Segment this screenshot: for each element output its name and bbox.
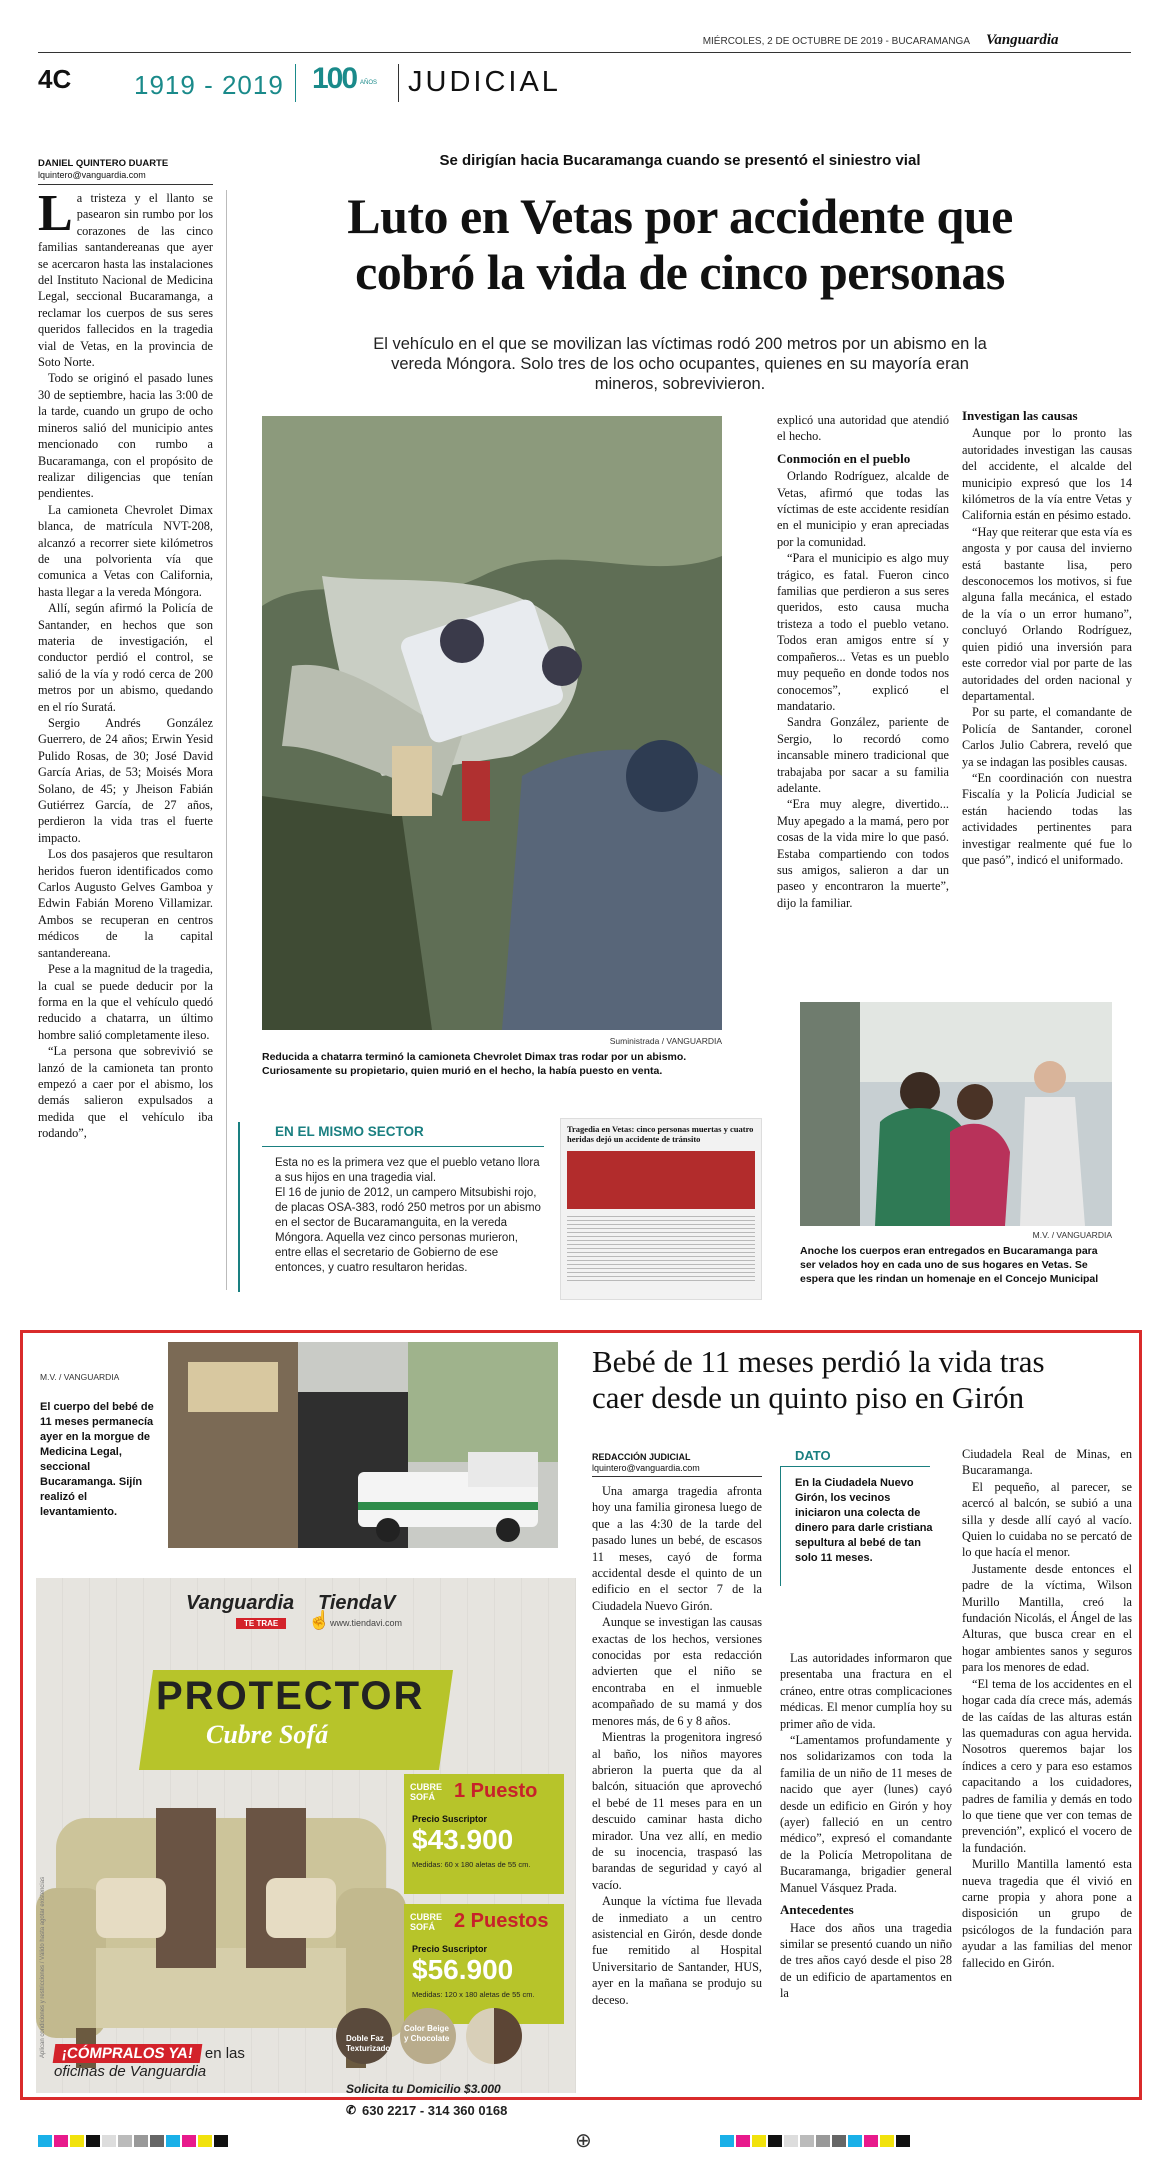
paragraph: Las autoridades informaron que presentaba una fractura en el cráneo, entre otras complicaciones médicas. El menor cumplía hoy su primer año de vida. xyxy=(780,1651,952,1731)
second-headline: Bebé de 11 meses perdió la vida tras caer desde un quinto piso en Girón xyxy=(592,1344,1045,1415)
paragraph: “La persona que sobrevivió se lanzó de la camioneta tan pronto empezó a caer por el abismo, los demás salieron expulsados a medida que el vehículo iba rodando”, xyxy=(38,1044,213,1141)
offer-2-tag: CUBRE SOFÁ xyxy=(410,1912,443,1932)
offer-2-price: $56.900 xyxy=(412,1954,514,1985)
offer-1-tag: CUBRE SOFÁ xyxy=(410,1782,443,1802)
photo-credit-3: M.V. / VANGUARDIA xyxy=(40,1372,120,1382)
author-email: lquintero@vanguardia.com xyxy=(38,170,146,180)
offer-1-label: Precio Suscriptor xyxy=(412,1814,488,1824)
paragraph: Hace dos años una tragedia similar se presentó cuando un niño de tres años cayó desde el piso 28 de un edificio de apartamentos en la xyxy=(780,1920,952,2001)
dato-text: En la Ciudadela Nuevo Girón, los vecinos iniciaron una colecta de dinero para darle cristiana sepultura al bebé de tan solo 11 meses. xyxy=(795,1477,933,1564)
offer-1-title: 1 Puesto xyxy=(454,1780,538,1802)
section-title: JUDICIAL xyxy=(408,66,561,98)
offer-1 xyxy=(404,1774,564,1894)
registration-mark: ⊕ xyxy=(575,2130,592,2152)
ad-partner: TiendaV xyxy=(318,1592,396,1614)
sofa-ad xyxy=(36,1578,576,2093)
dateline: MIÉRCOLES, 2 DE OCTUBRE DE 2019 - BUCARAMANGA xyxy=(702,36,970,47)
subheading: Antecedentes xyxy=(780,1902,854,1918)
product-subtitle: Cubre Sofá xyxy=(206,1720,329,1749)
morgue-photo xyxy=(168,1342,558,1548)
author-email-2: lquintero@vanguardia.com xyxy=(592,1463,700,1473)
phone-icon: ✆ xyxy=(346,2103,357,2117)
years-label: 1919 - 2019 xyxy=(134,70,284,100)
second-column-3 xyxy=(962,1446,1132,1971)
sector-bracket xyxy=(238,1122,254,1292)
sector-heading-rule xyxy=(262,1146,544,1147)
ad-cta: ¡CÓMPRALOS YA! en las oficinas de Vanguardia xyxy=(54,2045,245,2080)
header-divider xyxy=(295,64,296,102)
offer-2-dims: Medidas: 120 x 180 aletas de 55 cm. xyxy=(412,1990,535,1999)
paragraph: El pequeño, al parecer, se acercó al balcón, se subió a una silla y desde allí cayó al vacío. Quien lo cuidaba no se percató de lo que hacía el menor. xyxy=(962,1479,1132,1560)
dato-bracket xyxy=(780,1466,781,1586)
subheading: Investigan las causas xyxy=(962,408,1078,423)
paragraph: explicó una autoridad que atendió el hecho. xyxy=(777,413,949,444)
paragraph: “En coordinación con nuestra Fiscalía y la Policía Judicial se están haciendo todas las actividades pertinentes para investigar realmente qué fue lo que pasó”, indicó el uniformado. xyxy=(962,770,1132,867)
paragraph: Orlando Rodríguez, alcalde de Vetas, afirmó que todas las víctimas de este accidente residían en el municipio y eran apreciadas por la comunidad. xyxy=(777,469,949,549)
kicker: Se dirigían hacia Bucaramanga cuando se presentó el siniestro vial xyxy=(439,152,921,169)
ad-brand-sub: TE TRAE xyxy=(236,1618,286,1629)
offer-1-dims: Medidas: 60 x 180 aletas de 55 cm. xyxy=(412,1860,531,1869)
paragraph: El 16 de junio de 2012, un campero Mitsubishi rojo, de placas OSA-383, rodó 250 metros por un abismo en el sector de Bucaramanguita, en la vereda Móngora. Aquella vez cinco personas murieron, entre ellas el secretario de Gobierno de ese entonces, y cuatro resultaron heridas. xyxy=(275,1187,541,1274)
paragraph: “Era muy alegre, divertido... Muy apegado a la mamá, pero por cosas de la vida mire lo que pasó. Estaba compartiendo con todos sus amigos, salieron a dar un paseo y encontraron la muerte”, dijo la familiar. xyxy=(777,797,949,910)
column-rule xyxy=(226,190,227,1290)
newspaper-clipping: Tragedia en Vetas: cinco personas muertas y cuatro heridas dejó un accidente de tránsito xyxy=(560,1118,762,1300)
photo-credit-2: M.V. / VANGUARDIA xyxy=(1032,1230,1112,1240)
ad-phones: 630 2217 - 314 360 0168 xyxy=(362,2103,508,2118)
feature-1-label: Doble Faz Texturizado xyxy=(346,2034,391,2053)
dato-rule xyxy=(780,1466,930,1467)
product-title: PROTECTOR xyxy=(156,1674,425,1718)
paragraph: Murillo Mantilla lamentó esta nueva tragedia que él vivió en carne propia y ahora pone a disposición un grupo de psicólogos de la fundación para ayudar a las familias del menor fallecido en Girón. xyxy=(962,1857,1132,1970)
color-bar-left xyxy=(38,2134,230,2152)
photo-caption: Reducida a chatarra terminó la camioneta Chevrolet Dimax tras rodar por un abismo. Curiosamente su propietario, quien murió en el hecho, la había puesto en venta. xyxy=(262,1051,687,1077)
paragraph: Sandra González, pariente de Sergio, lo recordó como incansable minero tradicional que trabajaba por sacar a su familia adelante. xyxy=(777,715,949,795)
paragraph: Una amarga tragedia afronta hoy una familia gironesa luego de que a las 4:30 de la tarde del pasado lunes un bebé, de escasos 11 meses, cayó de forma accidental desde el quinto de un edificio en el sector 7 de la Ciudadela Nuevo Girón. xyxy=(592,1484,762,1613)
ad-partner-url: www.tiendavi.com xyxy=(330,1618,403,1628)
subheading: Conmoción en el pueblo xyxy=(777,450,911,466)
ad-delivery: Solicita tu Domicilio $3.000 xyxy=(346,2082,501,2096)
header-divider-2 xyxy=(398,64,399,102)
paragraph: “Hay que reiterar que esta vía es angosta y por causa del invierno está bastante lisa, pero desconocemos los motivos, si fue alguna falla mecánica, el estado de la vía o un error humano”, concluyó Orlando Rodríguez, quien pidió una inversión para este corredor vial por parte de las autoridades del orden nacional y departamental. xyxy=(962,524,1132,703)
paragraph: Aunque por lo pronto las autoridades investigan las causas del accidente, el alcalde del municipio expresó que los 14 kilómetros de la vía entre Vetas y California están en pésimo estado. xyxy=(962,426,1132,523)
ad-brand: Vanguardia xyxy=(186,1592,295,1614)
paragraph: Ciudadela Real de Minas, en Bucaramanga. xyxy=(962,1447,1132,1478)
ad-side-note: Aplican condiciones y restricciones / Válido hasta agotar existencias xyxy=(40,1876,46,2058)
paragraph: “El tema de los accidentes en el hogar cada día crece más, además de las caídas de las alturas están las quemaduras con agua hervida. Nosotros queremos bajar los índices a cero y para eso estamos capacitando a los cuidadores, padres de familia y demás en todo lo que tiene que ver con temas de prevención”, explicó el vocero de la fundación. xyxy=(962,1676,1132,1855)
paragraph: a tristeza y el llanto se pasearon sin rumbo por los corazones de las cinco familias santandereanas que ayer se acercaron hasta las instalaciones del Instituto Nacional de Medicina Legal, seccional Bucaramanga, a reclamar los cuerpos de sus seres queridos fallecidos en la tragedia vial de Vetas, en la provincia de Soto Norte. xyxy=(38,191,213,370)
offer-2 xyxy=(404,1904,564,2024)
paragraph: Justamente desde entonces el padre de la víctima, Wilson Murillo Mantilla, creó la fundación Nicolás, el Ángel de las Alturas, que busca crear en el hogar ambientes sanos y seguros para los menores de edad. xyxy=(962,1561,1132,1675)
author-name: DANIEL QUINTERO DUARTE xyxy=(38,158,169,169)
paragraph: Pese a la magnitud de la tragedia, la cual se puede deducir por la forma en la que el vehículo quedó reducido a chatarra, un último hombre salió completamente ileso. xyxy=(38,962,213,1042)
author-rule-2 xyxy=(592,1476,762,1477)
paragraph: Por su parte, el comandante de Policía de Santander, coronel Carlos Julio Cabrera, reveló que ya se indagan las posibles causas. xyxy=(962,705,1132,769)
feature-swatch-3 xyxy=(466,2008,522,2064)
paragraph: Aunque la víctima fue llevada de inmediato a un centro asistencial en Girón, desde donde fue remitido al Hospital Universitario de Santander, HUS, ayer en la mañana se produjo su deceso. xyxy=(592,1894,762,2007)
cursor-icon: ☝ xyxy=(308,1610,331,1630)
dato-heading: DATO xyxy=(795,1448,831,1463)
paragraph: Aunque se investigan las causas exactas de los hechos, versiones conocidas por esta redacción advierten que el niño se encontraba en el inmueble acompañado de su mamá y dos menores más, de 6 y 8 años. xyxy=(592,1615,762,1728)
brand-logo: Vanguardia xyxy=(986,32,1059,48)
header-rule xyxy=(38,52,1131,53)
paragraph: “Para el municipio es algo muy trágico, es fatal. Fueron cinco familias que perdieron a sus seres queridos, esto causa mucha tristeza a todo el pueblo vetano. Todos eran amigos entre sí y compañeros... Vetas es un pueblo muy pequeño en donde todos nos conocemos”, explicó el mandatario. xyxy=(777,551,949,713)
paragraph: La camioneta Chevrolet Dimax blanca, de matrícula NVT-208, alcanzó a recorrer siete kilómetros de una polvorienta vía que comunica a Vetas con California, hasta llegar a la vereda Móngora. xyxy=(38,502,213,599)
article-column-3 xyxy=(777,412,949,911)
article-column-1: La tristeza y el llanto se pasearon sin rumbo por los corazones de las cinco familias santandereanas que ayer se acercaron hasta las instalaciones del Instituto Nacional de Medicina Legal, seccional Bucaramanga, a reclamar los cuerpos de sus seres queridos fallecidos en la tragedia vial de Vetas, en la provincia de Soto Norte. Todo se originó el pasado lunes 30 de septiembre, hacia las 3:00 de la tarde, cuando un grupo de ocho mineros salió del municipio antes mencionado con rumbo a Bucaramanga, con el propósito de realizar diligencias que tenían pendientes. La camioneta Chevrolet Dimax blanca, de matrícula NVT-208, alcanzó a recorrer siete kilómetros de una polvorienta vía que comunica a Vetas con California, hasta llegar a la vereda Móngora. Allí, según afirmó la Policía de Santander, en hechos que son materia de investigación, el conductor perdió el control, se salió de la vía y rodó cerca de 200 metros por un abismo, quedando en el río Suratá. Sergio Andrés González Guerrero, de 24 años; Erwin Yesid Pulido Rosas, de 30; José David García Arias, de 53; Moisés Mora Solano, de 45; y Jheison Fabián Gutiérrez García, de 27 años, perdieron la vida tras el fuerte impacto. Los dos pasajeros que resultaron heridos fueron identificados como Carlos Augusto Gelves Gamboa y Edwin Fabián Moreno Villamizar. Ambos se recuperan en centros médicos de la capital santandereana. Pese a la magnitud de la tragedia, la cual se puede deducir por la forma en la que el vehículo quedó reducido a chatarra, un último hombre salió completamente ileso. “La persona que sobrevivió se lanzó de la camioneta tan pronto empezó a caer por el abismo, los demás salieron expulsados a medida que el vehículo iba rodando”, xyxy=(38,185,213,1141)
anniversary-logo: 100 AÑOS xyxy=(312,62,378,95)
paragraph: Los dos pasajeros que resultaron heridos fueron identificados como Carlos Augusto Gelves Gamboa y Edwin Fabián Moreno Villamizar. Ambos se recuperan en centros médicos de la capital santandereana. xyxy=(38,847,213,960)
headline: Luto en Vetas por accidente que cobró la vida de cinco personas xyxy=(347,188,1013,300)
photo-caption-2: Anoche los cuerpos eran entregados en Bucaramanga para ser velados hoy en cada uno de sus hogares en Vetas. Se espera que les rindan un homenaje en el Concejo Municipal xyxy=(800,1245,1099,1285)
paragraph: Sergio Andrés González Guerrero, de 24 años; Erwin Yesid Pulido Rosas, de 30; José David García Arias, de 53; Moisés Mora Solano, de 45; y Jheison Fabián Gutiérrez García, de 27 años, perdieron la vida tras el fuerte impacto. xyxy=(38,716,213,845)
color-bar-right xyxy=(720,2134,912,2152)
paragraph: Mientras la progenitora ingresó al baño, los niños mayores abrieron la puerta que da al balcón, situación que aprovechó el bebé de 11 meses para en un descuido caminar hasta dicho mirador. Una vez allí, en medio de su inocencia, traspasó las barandas de seguridad y cayó al vacío. xyxy=(592,1730,762,1892)
sector-text xyxy=(275,1156,545,1276)
article-column-4 xyxy=(962,408,1132,868)
author-name-2: REDACCIÓN JUDICIAL xyxy=(592,1452,691,1462)
paragraph: “Lamentamos profundamente y nos solidarizamos con toda la familia de un niño de 11 meses de nacido que ayer (lunes) cayó desde un edificio en Girón y hoy (ayer) falleció en un centro médico”, expresó el comandante de la Policía Metropolitana de Bucaramanga, brigadier general Manuel Vásquez Prada. xyxy=(780,1733,952,1895)
photo-caption-3: El cuerpo del bebé de 11 meses permanecía ayer en la morgue de Medicina Legal, seccional Bucaramanga. Sijín realizó el levantamiento. xyxy=(40,1401,154,1518)
offer-2-title: 2 Puestos xyxy=(454,1910,549,1932)
photo-credit: Suministrada / VANGUARDIA xyxy=(609,1036,722,1046)
mourners-photo xyxy=(800,1002,1112,1226)
paragraph: Esta no es la primera vez que el pueblo vetano llora a sus hijos en una tragedia vial. xyxy=(275,1157,540,1184)
feature-2-label: Color Beige y Chocolate xyxy=(404,2024,450,2043)
second-column-1 xyxy=(592,1483,762,2008)
offer-1-price: $43.900 xyxy=(412,1824,514,1855)
paragraph: Allí, según afirmó la Policía de Santander, en hechos que son materia de investigación, el conductor perdió el control, se salió de la vía y rodó cerca de 200 metros por un abismo, quedando en el río Suratá. xyxy=(38,601,213,714)
offer-2-label: Precio Suscriptor xyxy=(412,1944,488,1954)
page-number: 4C xyxy=(38,64,72,94)
accident-photo xyxy=(262,416,722,1030)
paragraph: Todo se originó el pasado lunes 30 de septiembre, hacia las 3:00 de la tarde, cuando un grupo de ocho mineros salió del municipio antes mencionado con rumbo a Bucaramanga, con el propósito de realizar diligencias que tenían pendientes. xyxy=(38,371,213,501)
second-column-2 xyxy=(780,1650,952,2002)
subtitle: El vehículo en el que se movilizan las víctimas rodó 200 metros por un abismo en la vereda Móngora. Solo tres de los ocho ocupantes, quienes en su mayoría eran mineros, sobrevivieron. xyxy=(373,335,987,393)
sector-heading: EN EL MISMO SECTOR xyxy=(275,1124,424,1139)
